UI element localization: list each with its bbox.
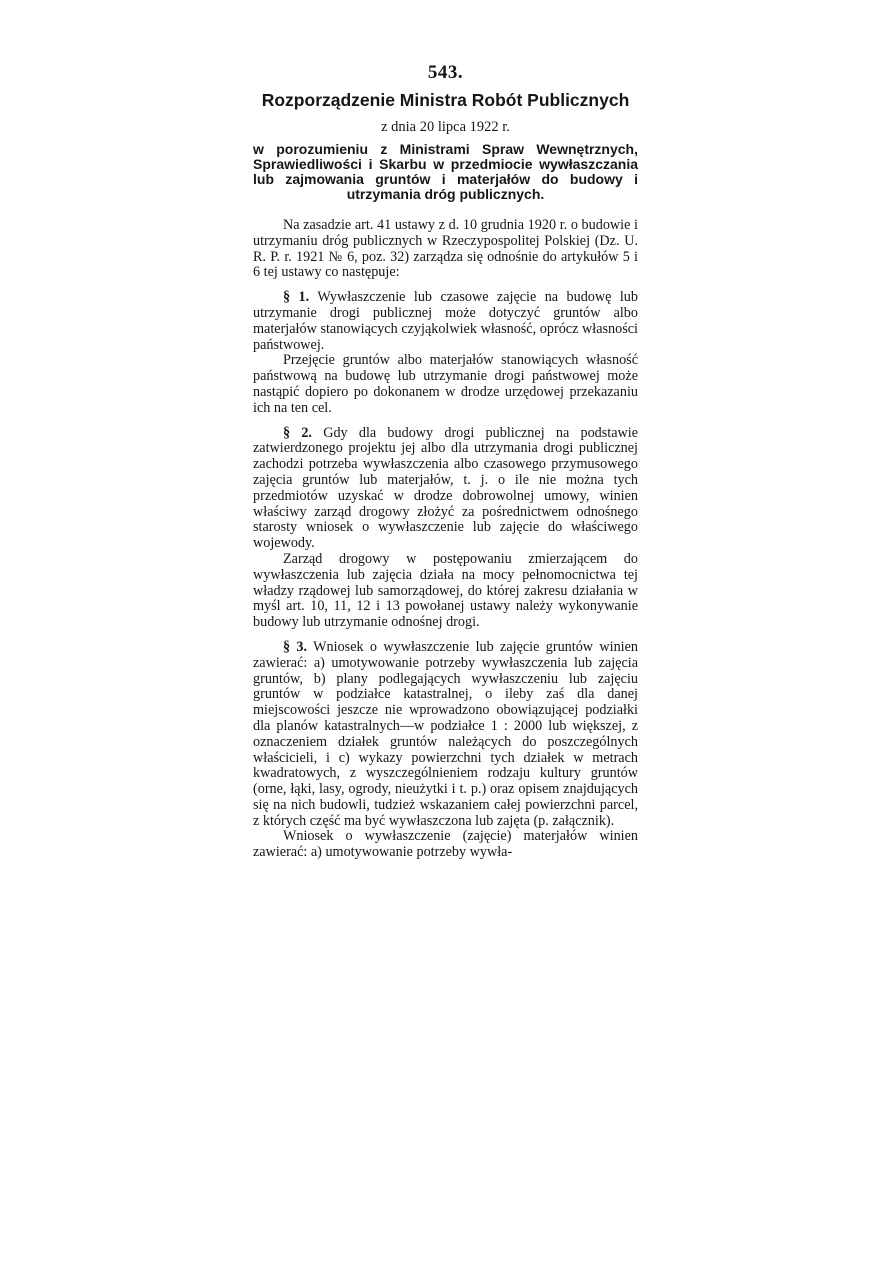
document-number: 543. — [427, 62, 464, 83]
section-2-label: § 2. — [283, 424, 312, 441]
document-page — [253, 62, 638, 861]
section-3-continuation: Wniosek o wywłaszczenie (zajęcie) materjałów winien zawierać: a) umotywowanie potrzeby wywła- — [253, 828, 638, 861]
document-title: Rozporządzenie Ministra Robót Publicznych — [261, 90, 630, 110]
document-subtitle: w porozumieniu z Ministrami Spraw Wewnętrznych, Sprawiedliwości i Skarbu w przedmiocie wywłaszczania lub zajmowania gruntów i materjałów do budowy i utrzymania dróg publicznych. — [253, 141, 638, 202]
section-1-continuation: Przejęcie gruntów albo materjałów stanowiących własność państwową na budowę lub utrzymanie drogi państwowej może nastąpić dopiero po dokonanem w drodze urzędowej przekazaniu ich na ten cel. — [253, 352, 638, 416]
section-2-paragraph — [253, 426, 638, 552]
section-1-text: Wywłaszczenie lub czasowe zajęcie na budowę lub utrzymanie drogi publicznej może dotyczyć gruntów albo materjałów stanowiących czyjąkolwiek własność, oprócz własności państwowej. — [253, 289, 638, 353]
preamble-paragraph: Na zasadzie art. 41 ustawy z d. 10 grudnia 1920 r. o budowie i utrzymaniu dróg publicznych w Rzeczypospolitej Polskiej (Dz. U. R. P. r. 1921 № 6, poz. 32) zarządza się odnośnie do artykułów 5 i 6 tej ustawy co następuje: — [253, 217, 638, 281]
section-2-text: Gdy dla budowy drogi publicznej na podstawie zatwierdzonego projektu jej albo dla utrzymania drogi publicznej zachodzi potrzeba wywłaszczenia albo czasowego przymusowego zajęcia gruntów lub materjałów, t. j. o ile nie można tych przedmiotów uzyskać w drodze dobrowolnej umowy, winien właściwy zarząd drogowy złożyć za pośrednictwem odnośnego starosty wniosek o wywłaszczenie lub zajęcie do właściwego wojewody. — [253, 424, 639, 552]
document-date: z dnia 20 lipca 1922 r. — [381, 119, 510, 135]
section-3-text: Wniosek o wywłaszczenie lub zajęcie gruntów winien zawierać: a) umotywowanie potrzeby wywłaszczenia lub zajęcia gruntów, b) plany podlegających wywłaszczeniu lub zajęciu gruntów w podziałce katastralnej, o ileby zaś dla danej miejscowości jeszcze nie wprowadzono obowiązującej podziałki dla planów katastralnych—w podziałce 1 : 2000 lub większej, z oznaczeniem działek gruntów należących do poszczególnych właścicieli, i c) wykazy powierzchni tych działek w metrach kwadratowych, z wyszczególnieniem rodzaju kultury gruntów (orne, łąki, lasy, ogrody, nieużytki i t. p.) oraz opisem znajdujących się na nich budowli, tudzież wskazaniem całej powierzchni parcel, z których część ma być wywłaszczona lub zajęta (p. załącznik). — [253, 638, 638, 829]
section-3-paragraph — [253, 640, 638, 830]
section-3-label: § 3. — [283, 638, 308, 655]
section-1-paragraph — [253, 290, 638, 353]
section-1-label: § 1. — [283, 289, 310, 306]
section-2-continuation: Zarząd drogowy w postępowaniu zmierzającem do wywłaszczenia lub zajęcia działa na mocy pełnomocnictwa tej władzy rządowej lub samorządowej, do której zakresu działania w myśl art. 10, 11, 12 i 13 powołanej ustawy należy wykonywanie budowy lub utrzymanie odnośnej drogi. — [253, 550, 638, 631]
